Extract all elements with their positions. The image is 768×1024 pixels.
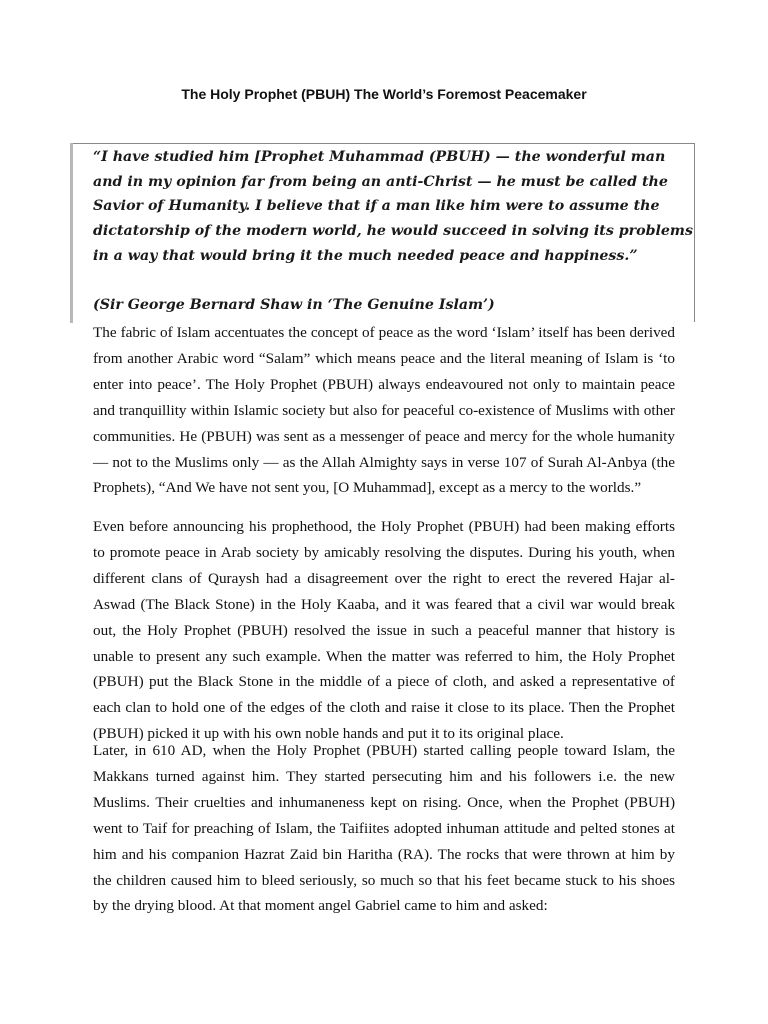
document-title: The Holy Prophet (PBUH) The World’s Foremost Peacemaker — [181, 86, 587, 102]
quote-attribution: (Sir George Bernard Shaw in ‘The Genuine Islam’) — [93, 297, 495, 313]
paragraph-1: The fabric of Islam accentuates the concept of peace as the word ‘Islam’ itself has been derived from another Arabic word “Salam” which means peace and the literal meaning of Islam is ‘to enter into peace’. The Holy Prophet (PBUH) always endeavoured not only to maintain peace and tranquillity within Islamic society but also for peaceful co-existence of Muslims with other communities. He (PBUH) was sent as a messenger of peace and mercy for the whole humanity — not to the Muslims only — as the Allah Almighty says in verse 107 of Surah Al-Anbya (the Prophets), “And We have not sent you, [O Muhammad], except as a mercy to the worlds.” — [93, 324, 675, 497]
paragraph-3: Later, in 610 AD, when the Holy Prophet (PBUH) started calling people toward Islam, the Makkans turned against him. They started persecuting him and his followers i.e. the new Muslims. Their cruelties and inhumaneness kept on rising. Once, when the Prophet (PBUH) went to Taif for preaching of Islam, the Taifiites adopted inhuman attitude and pelted stones at him and his companion Hazrat Zaid bin Haritha (RA). The rocks that were thrown at him by the children caused him to bleed seriously, so much so that his feet became stuck to his shoes by the drying blood. At that moment angel Gabriel came to him and asked: — [93, 742, 675, 915]
quote-text: “I have studied him [Prophet Muhammad (PBUH) — the wonderful man and in my opinion far from being an anti-Christ — he must be called the Savior of Humanity. I believe that if a man like him were to assume the dictatorship of the modern world, he would succeed in solving its problems in a way that would bring it the much needed peace and happiness.” — [93, 149, 693, 264]
paragraph-2: Even before announcing his prophethood, the Holy Prophet (PBUH) had been making efforts to promote peace in Arab society by amicably resolving the disputes. During his youth, when different clans of Quraysh had a disagreement over the right to erect the revered Hajar al-Aswad (The Black Stone) in the Holy Kaaba, and it was feared that a civil war would break out, the Holy Prophet (PBUH) resolved the issue in such a peaceful manner that history is unable to present any such example. When the matter was referred to him, the Holy Prophet (PBUH) put the Black Stone in the middle of a piece of cloth, and asked a representative of each clan to hold one of the edges of the cloth and raise it close to its place. Then the Prophet (PBUH) picked it up with his own noble hands and put it to its original place. — [93, 518, 675, 743]
quote-left-bar — [70, 143, 73, 323]
